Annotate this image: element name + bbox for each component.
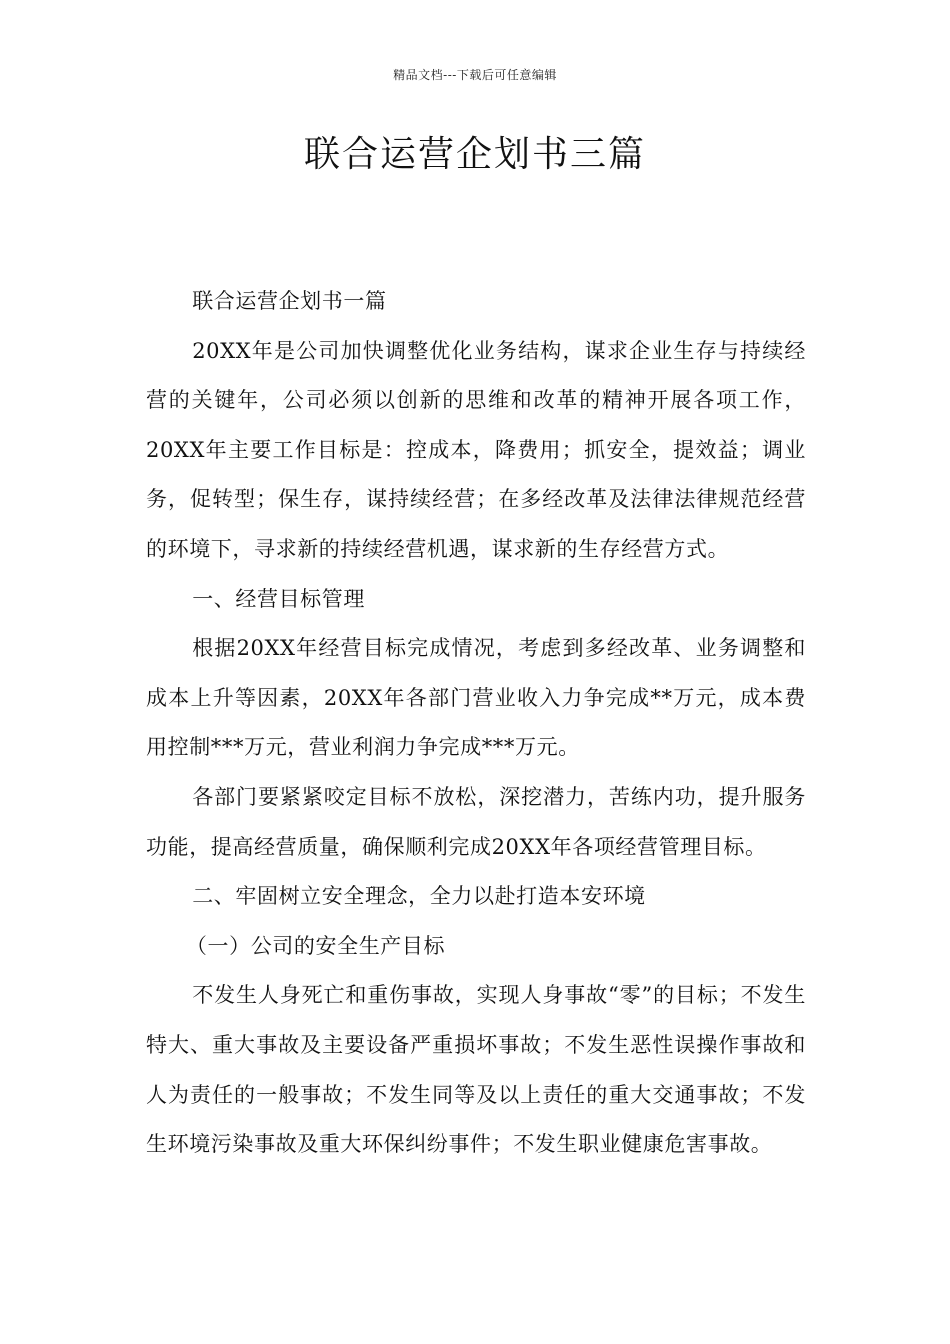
section-heading: 二、牢固树立安全理念，全力以赴打造本安环境 [192,884,646,909]
header-note: 精品文档---下载后可任意编辑 [393,68,557,82]
document-title: 联合运营企划书三篇 [303,134,646,175]
paragraph: 不发生人身死亡和重伤事故，实现人身事故“零”的目标；不发生特大、重大事故及主要设备严重损坏事故；不发生恶性误操作事故和人为责任的一般事故；不发生同等及以上责任的重大交通事故；不发生环境污染事故及重大环保纠纷事件；不发生职业健康危害事故。 [146,983,806,1157]
section-heading: 一、经营目标管理 [192,586,365,611]
document-body [146,277,806,1170]
section-heading: 联合运营企划书一篇 [192,289,387,313]
paragraph: 根据20XX年经营目标完成情况，考虑到多经改革、业务调整和成本上升等因素，20XX年各部门营业收入力争完成**万元，成本费用控制***万元，营业利润力争完成***万元。 [146,636,806,760]
paragraph: 20XX年是公司加快调整优化业务结构，谋求企业生存与持续经营的关键年，公司必须以创新的思维和改革的精神开展各项工作，20XX年主要工作目标是：控成本，降费用；抓安全，提效益；调业务，促转型；保生存，谋持续经营；在多经改革及法律法律规范经营的环境下，寻求新的持续经营机遇，谋求新的生存经营方式。 [146,338,806,561]
subsection-heading: （一）公司的安全生产目标 [185,933,446,958]
paragraph: 各部门要紧紧咬定目标不放松，深挖潜力，苦练内功，提升服务功能，提高经营质量，确保顺利完成20XX年各项经营管理目标。 [146,784,806,859]
